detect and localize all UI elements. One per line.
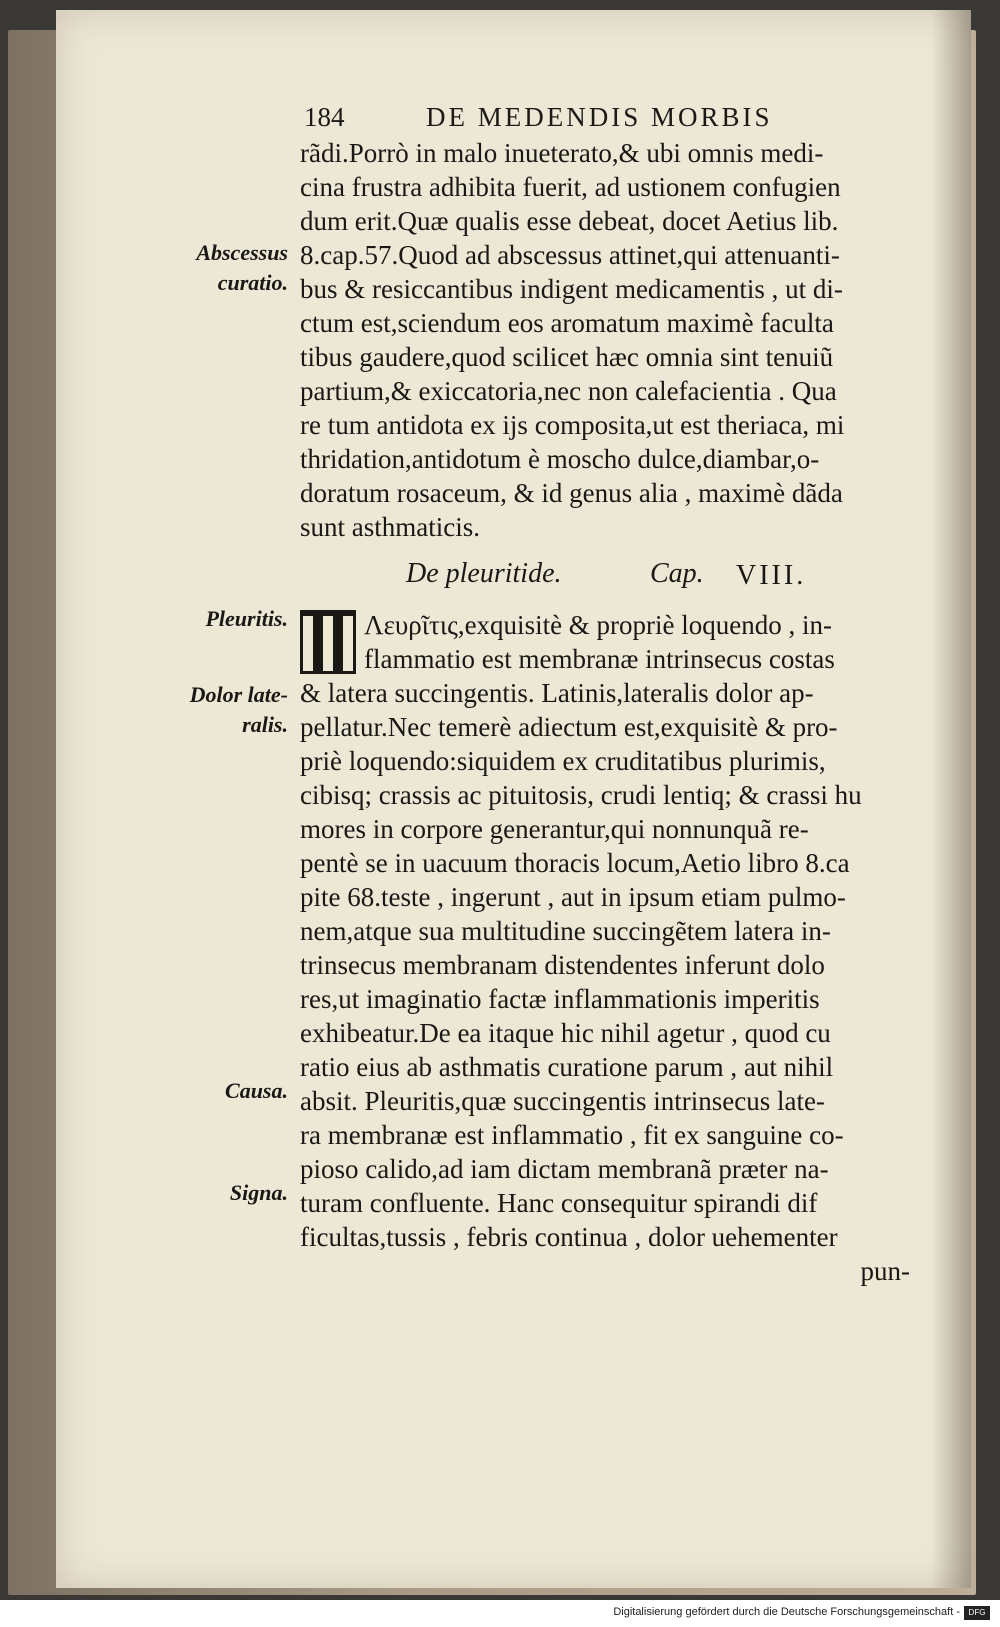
text-line: pioso calido,ad iam dictam membranã præter na- bbox=[300, 1154, 829, 1184]
text-line: exhibeatur.De ea itaque hic nihil agetur , quod cu bbox=[300, 1018, 831, 1048]
text-line: nem,atque sua multitudine succingẽtem latera in- bbox=[300, 916, 831, 946]
text-line: 8.cap.57.Quod ad abscessus attinet,qui attenuanti- bbox=[300, 240, 840, 270]
text-line: ctum est,sciendum eos aromatum maximè faculta bbox=[300, 308, 834, 338]
text-line: doratum rosaceum, & id genus alia , maximè dãda bbox=[300, 478, 843, 508]
chapter-number: VIII. bbox=[736, 560, 807, 591]
text-line: sunt asthmaticis. bbox=[300, 512, 480, 542]
text-line: & latera succingentis. Latinis,lateralis dolor ap- bbox=[300, 678, 814, 708]
text-line: ficultas,tussis , febris continua , dolor uehementer bbox=[300, 1222, 838, 1252]
text-line: mores in corpore generantur,qui nonnunquã re- bbox=[300, 814, 809, 844]
text-line: partium,& exiccatoria,nec non calefacientia . Qua bbox=[300, 376, 837, 406]
marginal-note-causa: Causa. bbox=[225, 1078, 288, 1103]
text-line: cina frustra adhibita fuerit, ad ustionem confugien bbox=[300, 172, 841, 202]
running-title: DE MEDENDIS MORBIS bbox=[426, 102, 773, 132]
text-line: pentè se in uacuum thoracis locum,Aetio libro 8.ca bbox=[300, 848, 850, 878]
footer-credit: Digitalisierung gefördert durch die Deutsche Forschungsgemeinschaft - bbox=[613, 1606, 960, 1618]
text-line: pellatur.Nec temerè adiectum est,exquisitè & pro- bbox=[300, 712, 838, 742]
marginal-note-signa: Signa. bbox=[229, 1180, 288, 1205]
text-line: Λευρῖτις,exquisitè & propriè loquendo , in- bbox=[364, 610, 833, 640]
text-line: ratio eius ab asthmatis curatione parum , aut nihil bbox=[300, 1052, 834, 1082]
text-line: tibus gaudere,quod scilicet hæc omnia sint tenuiũ bbox=[300, 342, 834, 372]
text-line: priè loquendo:siquidem ex cruditatibus plurimis, bbox=[300, 746, 826, 776]
text-line: rãdi.Porrò in malo inueterato,& ubi omnis medi- bbox=[300, 138, 824, 168]
text-line: ra membranæ est inflammatio , fit ex sanguine co- bbox=[300, 1120, 844, 1150]
paragraph-abscessus bbox=[300, 136, 920, 544]
text-line: trinsecus membranam distendentes inferunt dolo bbox=[300, 950, 825, 980]
text-line: re tum antidota ex ijs composita,ut est theriaca, mi bbox=[300, 410, 845, 440]
chapter-cap-label: Cap. bbox=[650, 558, 704, 589]
chapter-heading bbox=[406, 558, 906, 598]
text-line: turam confluente. Hanc consequitur spirandi dif bbox=[300, 1188, 818, 1218]
paragraph-pleuritis bbox=[300, 608, 920, 1288]
text-line: thridation,antidotum è moscho dulce,diambar,o- bbox=[300, 444, 820, 474]
digitization-footer bbox=[0, 1600, 1000, 1627]
text-line: bus & resiccantibus indigent medicamentis , ut di- bbox=[300, 274, 843, 304]
decorated-initial-pi bbox=[300, 610, 356, 674]
text-line: pite 68.teste , ingerunt , aut in ipsum etiam pulmo- bbox=[300, 882, 846, 912]
text-line: flammatio est membranæ intrinsecus costas bbox=[364, 644, 835, 674]
page-number: 184 bbox=[304, 102, 345, 132]
book-page bbox=[56, 10, 971, 1588]
dfg-logo: DFG bbox=[964, 1606, 990, 1620]
text-line: absit. Pleuritis,quæ succingentis intrinsecus late- bbox=[300, 1086, 825, 1116]
catchword: pun- bbox=[860, 1256, 910, 1286]
text-line: res,ut imaginatio factæ inflammationis imperitis bbox=[300, 984, 820, 1014]
marginal-note-abscessus: Abscessus curatio. bbox=[196, 240, 288, 295]
marginal-note-dolor-lateralis: Dolor late- ralis. bbox=[189, 682, 288, 737]
text-line: dum erit.Quæ qualis esse debeat, docet Aetius lib. bbox=[300, 206, 839, 236]
chapter-title: De pleuritide. bbox=[406, 558, 562, 589]
text-line: cibisq; crassis ac pituitosis, crudi lentiq; & crassi hu bbox=[300, 780, 862, 810]
marginal-note-pleuritis: Pleuritis. bbox=[205, 606, 288, 631]
